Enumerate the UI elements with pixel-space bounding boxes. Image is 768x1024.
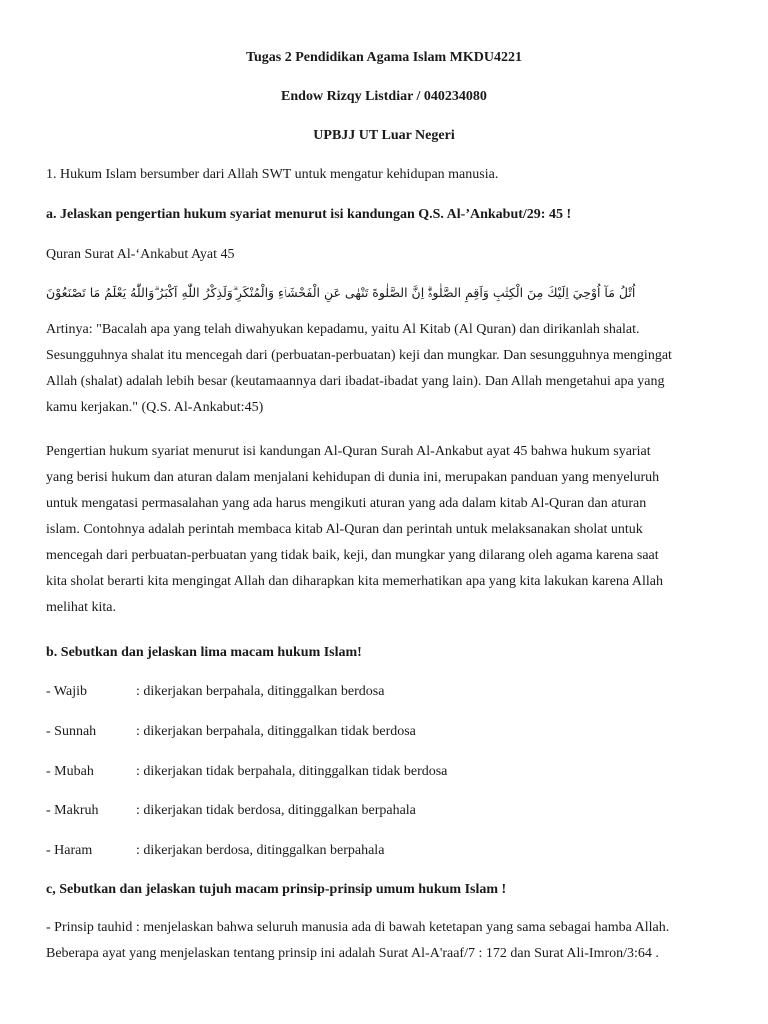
tauhid-line: Beberapa ayat yang menjelaskan tentang prinsip ini adalah Surat Al-A'raaf/7 : 172 dan Surat Ali-Imron/3:64 . [46, 946, 659, 961]
explanation-line: Pengertian hukum syariat menurut isi kandungan Al-Quran Surah Al-Ankabut ayat 45 bahwa hukum syariat [46, 444, 651, 459]
hukum-desc: : dikerjakan tidak berdosa, ditinggalkan berpahala [136, 803, 416, 818]
hukum-item [46, 763, 447, 781]
hukum-item [46, 683, 384, 701]
translation-line: Sesungguhnya shalat itu mencegah dari (perbuatan-perbuatan) keji dan mungkar. Dan sesungguhnya mengingat [46, 348, 672, 363]
hukum-desc: : dikerjakan tidak berpahala, ditinggalkan tidak berdosa [136, 764, 448, 779]
unit-line: UPBJJ UT Luar Negeri [313, 128, 455, 143]
translation-line: kamu kerjakan." (Q.S. Al-Ankabut:45) [46, 400, 264, 415]
question-b: b. Sebutkan dan jelaskan lima macam hukum Islam! [46, 645, 362, 660]
question-a: a. Jelaskan pengertian hukum syariat menurut isi kandungan Q.S. Al-’Ankabut/29: 45 ! [46, 207, 572, 222]
hukum-item [46, 723, 416, 741]
question-c: c, Sebutkan dan jelaskan tujuh macam prinsip-prinsip umum hukum Islam ! [46, 882, 507, 897]
hukum-term: - Haram [46, 843, 93, 858]
hukum-item [46, 842, 384, 860]
document-title: Tugas 2 Pendidikan Agama Islam MKDU4221 [245, 50, 523, 65]
explanation-line: kita sholat berarti kita mengingat Allah dan diharapkan kita memerhatikan apa yang kita lakukan karena Allah [46, 574, 663, 589]
tauhid-paragraph [46, 915, 726, 967]
hukum-term: - Wajib [46, 684, 87, 699]
explanation-line: untuk mengatasi permasalahan yang ada harus mengikuti aturan yang ada dalam kitab Al-Quran dan aturan [46, 496, 647, 511]
explanation-line: mencegah dari perbuatan-perbuatan yang tidak baik, keji, dan mungkar yang dilarang oleh agama karena saat [46, 548, 659, 563]
hukum-desc: : dikerjakan berpahala, ditinggalkan berdosa [136, 684, 385, 699]
hukum-item [46, 802, 416, 820]
explanation-paragraph [46, 439, 726, 621]
translation-paragraph [46, 317, 726, 421]
translation-line: Artinya: "Bacalah apa yang telah diwahyukan kepadamu, yaitu Al Kitab (Al Quran) dan dirikanlah shalat. [46, 322, 640, 337]
author-line: Endow Rizqy Listdiar / 040234080 [281, 89, 487, 104]
hukum-term: - Sunnah [46, 724, 97, 739]
hukum-desc: : dikerjakan berpahala, ditinggalkan tidak berdosa [136, 724, 416, 739]
explanation-line: yang berisi hukum dan aturan dalam menjalani kehidupan di dunia ini, merupakan panduan yang menyeluruh [46, 470, 660, 485]
hukum-term: - Mubah [46, 764, 94, 779]
hukum-term: - Makruh [46, 803, 99, 818]
surah-title: Quran Surat Al-‘Ankabut Ayat 45 [46, 247, 235, 262]
hukum-desc: : dikerjakan berdosa, ditinggalkan berpahala [136, 843, 385, 858]
tauhid-line: - Prinsip tauhid : menjelaskan bahwa seluruh manusia ada di bawah ketetapan yang sama sebagai hamba Allah. [46, 920, 670, 935]
arabic-verse: اُتْلُ مَآ اُوْحِيَ اِلَيْكَ مِنَ الْكِتٰبِ وَاَقِمِ الصَّلٰوةَۗ اِنَّ الصَّلٰوةَ تَنْهٰى عَنِ الْفَحْشَاۤءِ وَالْمُنْكَرِ ۗوَلَذِكْرُ اللّٰهِ اَكْبَرُ ۗوَاللّٰهُ يَعْلَمُ مَا تَصْنَعُوْنَ [46, 285, 636, 300]
translation-line: Allah (shalat) adalah lebih besar (keutamaannya dari ibadat-ibadat yang lain). Dan Allah mengetahui apa yang [46, 374, 665, 389]
intro-text: 1. Hukum Islam bersumber dari Allah SWT untuk mengatur kehidupan manusia. [46, 167, 499, 182]
explanation-line: melihat kita. [46, 600, 116, 615]
explanation-line: islam. Contohnya adalah perintah membaca kitab Al-Quran dan perintah untuk melaksanakan sholat untuk [46, 522, 643, 537]
